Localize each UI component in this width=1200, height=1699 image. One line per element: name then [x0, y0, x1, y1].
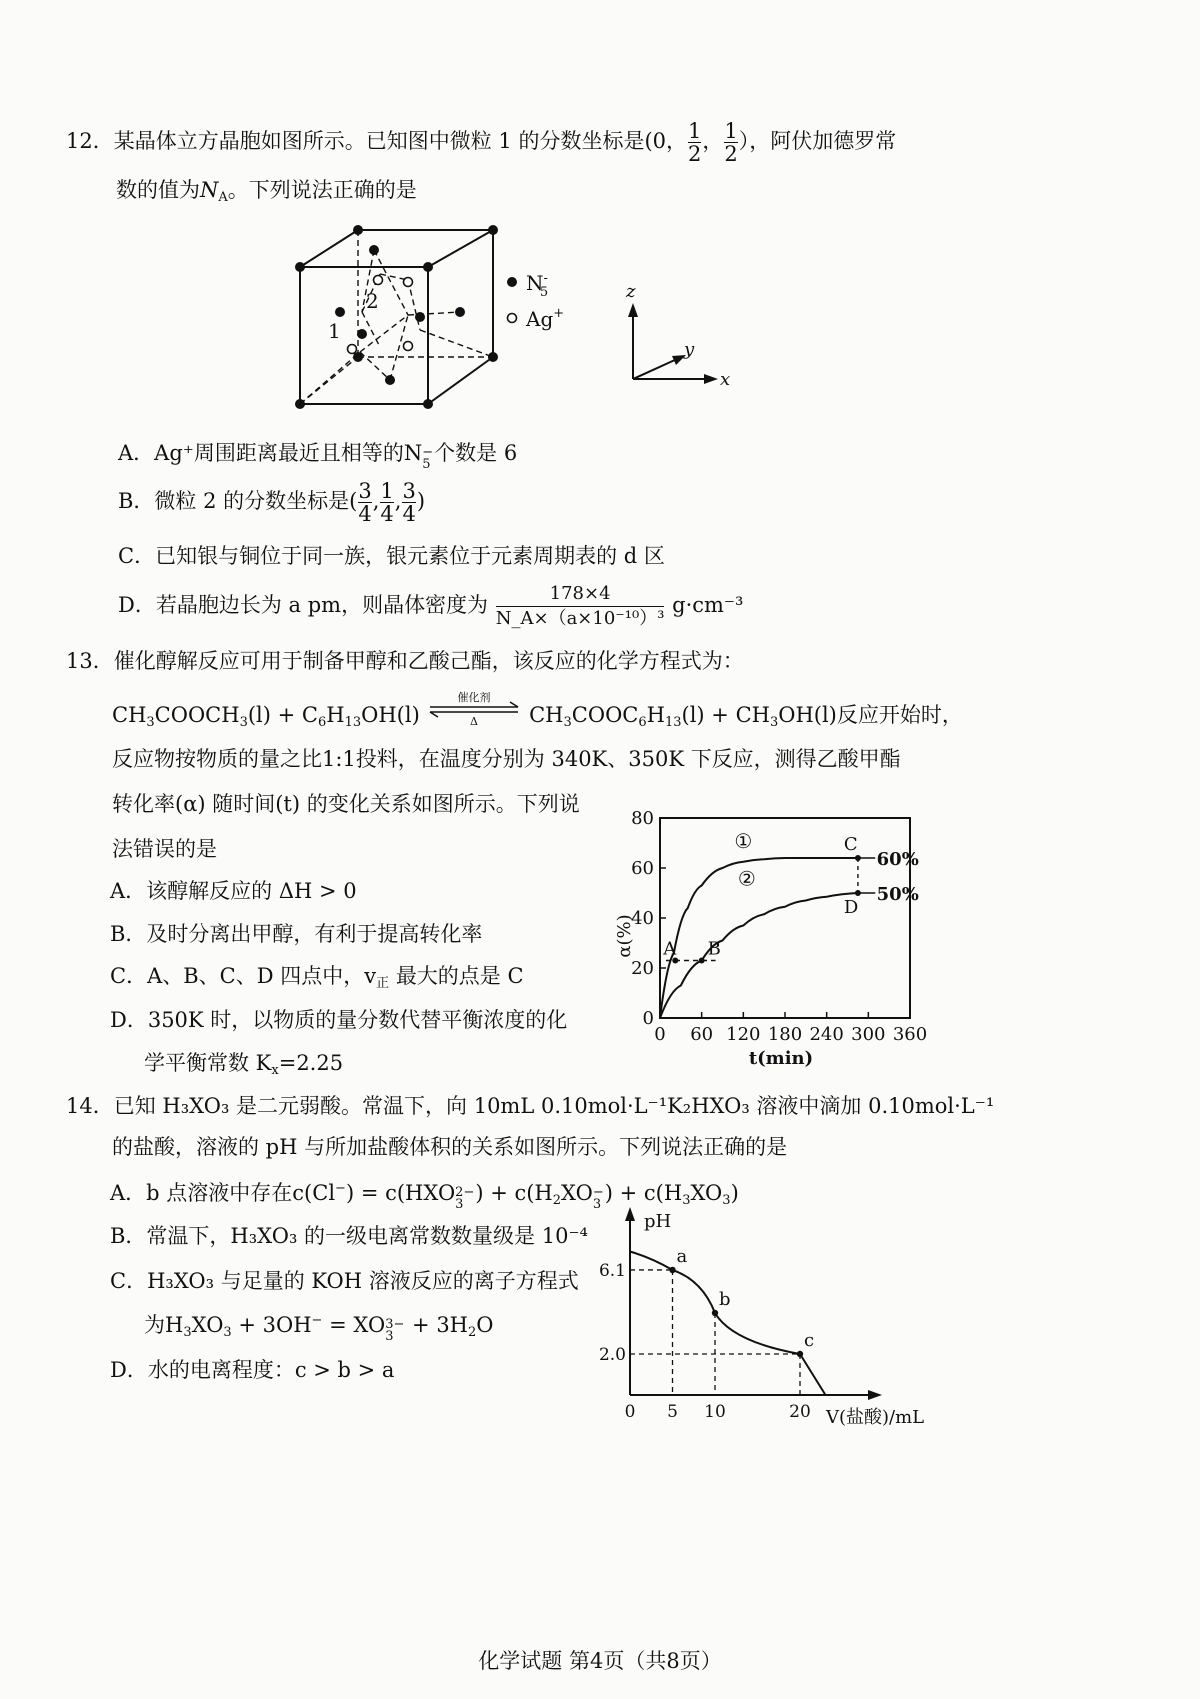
q12-option-d-text: D．若晶胞边长为 a pm，则晶体密度为 [118, 593, 489, 617]
q12-option-a-text: A．Ag⁺周围距离最近且相等的 [118, 441, 404, 465]
question-number: 13． [66, 649, 114, 673]
legend-ag-label: Ag [526, 307, 554, 331]
annotation-60: 60% [876, 849, 919, 870]
q13-option-d2-end: =2.25 [278, 1051, 344, 1075]
q14-option-b: B．常温下，H₃XO₃ 的一级电离常数数量级是 10⁻⁴ [110, 1224, 588, 1248]
x-tick-label: 5 [667, 1402, 678, 1422]
coordinate-axes [620, 281, 740, 395]
q12-stem-text-end: ），阿伏加德罗常 [738, 129, 897, 153]
q13-stem-line2: 反应物按物质的量之比1:1投料，在温度分别为 340K、350K 下反应，测得乙酸甲酯 [112, 747, 901, 771]
y-axis-label: pH [644, 1211, 672, 1232]
series-line-2 [660, 893, 858, 1018]
series-label-1: ① [734, 829, 753, 853]
q14-option-d: D．水的电离程度：c > b > a [110, 1358, 395, 1382]
q12-option-b-text: B．微粒 2 的分数坐标是 [118, 489, 350, 513]
q12-option-c: C．已知银与铜位于同一族，银元素位于元素周期表的 d 区 [118, 544, 665, 568]
q13-option-a: A．该醇解反应的 ΔH > 0 [110, 879, 357, 903]
q13-option-d2-sub: x [271, 1063, 279, 1078]
x-tick-label: 60 [690, 1024, 714, 1045]
point-b [712, 1310, 718, 1316]
x-tick-label: 300 [851, 1024, 886, 1045]
q14-option-c: C．H₃XO₃ 与足量的 KOH 溶液反应的离子方程式 [110, 1269, 579, 1293]
x-tick-label: 240 [809, 1024, 844, 1045]
q14-option-a-text: A．b 点溶液中存在 [110, 1181, 293, 1205]
y-tick-label: 80 [631, 808, 654, 829]
density-fraction [496, 582, 665, 631]
point-label-b: b [719, 1289, 731, 1310]
q12-option-a: A．Ag⁺周围距离最近且相等的N − 5 个数是 6 [118, 441, 518, 472]
q13-option-d: D．350K 时，以物质的量分数代替平衡浓度的化 [110, 1008, 568, 1032]
ph-titration-chart [590, 1205, 940, 1430]
legend-n5-marker [507, 277, 517, 287]
annotation-50: 50% [876, 884, 919, 905]
ag-ions [348, 248, 413, 354]
q13-stem-line4: 法错误的是 [112, 837, 217, 861]
conversion-time-chart [610, 800, 940, 1070]
q12-stem-text: 某晶体立方晶胞如图所示。已知图中微粒 1 的分数坐标是(0， [113, 129, 687, 153]
fraction-one-half: $\frac{1}{2}$ [688, 119, 702, 166]
ph-curve [630, 1252, 826, 1396]
x-tick-label: 120 [726, 1024, 761, 1045]
q14-option-c2-text: 为 [144, 1313, 165, 1337]
legend-n5-label: N [526, 271, 544, 295]
point-label-c: c [804, 1330, 815, 1351]
q14-option-c-line2: 为$H_3XO_3 + 3OH^-$ = XO 3− 3 + $3H_2O$ [144, 1313, 494, 1344]
q13-option-d-line2 [144, 1050, 343, 1080]
legend-ag-marker [508, 314, 517, 323]
q13-option-c [110, 963, 524, 993]
q12-option-d [118, 582, 743, 631]
axis-z-label: z [626, 281, 636, 302]
q12-stem-text2: 数的值为 [116, 178, 200, 202]
y-axis-arrow [625, 1207, 635, 1221]
q13-option-c-end: 最大的点是 C [395, 964, 524, 988]
point-label-b: B [707, 938, 721, 960]
q12-stem-line2: 数的值为$N_A$。下列说法正确的是 [116, 178, 417, 205]
x-tick-label: 0 [624, 1402, 636, 1422]
particle-label-1: 1 [328, 319, 341, 343]
x-tick-label: 180 [767, 1024, 803, 1045]
point-a [669, 1267, 675, 1273]
q13-stem-line1 [66, 648, 744, 675]
unit-cell-diagram [290, 222, 610, 422]
point-label-a: a [676, 1245, 688, 1267]
axis-x-label: x [720, 369, 731, 390]
point-label-a: A [663, 938, 677, 960]
q14-stem-line1 [66, 1093, 994, 1120]
y-tick-label: 2.0 [598, 1345, 626, 1365]
q12-option-a-end: 个数是 6 [434, 441, 518, 465]
q14-stem-line2: 的盐酸，溶液的 pH 与所加盐酸体积的关系如图所示。下列说法正确的是 [112, 1135, 788, 1159]
x-axis-label: t(min) [748, 1048, 814, 1069]
question-number: 14． [66, 1094, 114, 1118]
y-tick-label: 20 [631, 958, 654, 979]
q13-equation: $CH_3COOCH_3(l) + C_6H_{13}OH(l)$ 催化剂 Δ $CH_3COOC_6H_{13}(l) + CH_3OH(l)$反应开始时， [112, 691, 963, 730]
axis-y-label: y [684, 339, 695, 360]
q12-stem-line1: 12．某晶体立方晶胞如图所示。已知图中微粒 1 的分数坐标是(0， $\frac{1}{2}$ ， $\frac{1}{2}$ ），阿伏加德罗常 [66, 119, 897, 166]
x-tick-label: 20 [789, 1402, 811, 1422]
series-line-1 [660, 858, 858, 1018]
x-tick-label: 0 [654, 1024, 666, 1045]
y-tick-label: 6.1 [598, 1260, 626, 1281]
catalyst-label: 催化剂 [457, 691, 491, 704]
q13-stem-text: 催化醇解反应可用于制备甲醇和乙酸己酯，该反应的化学方程式为： [113, 649, 744, 673]
q13-option-c-sub: 正 [376, 976, 390, 991]
question-number: 12． [66, 129, 114, 153]
q13-option-d2-text: 学平衡常数 K [144, 1051, 272, 1075]
heat-label: Δ [470, 715, 479, 728]
q14-stem-text: 已知 H₃XO₃ 是二元弱酸。常温下，向 10mL 0.10mol·L⁻¹K₂HXO₃ 溶液中滴加 0.10mol·L⁻¹ [113, 1094, 995, 1118]
q12-option-b: B．微粒 2 的分数坐标是( $\frac{3}{4}$ , $\frac{1}{4}$ , $\frac{3}{4}$ ) [118, 479, 426, 526]
fraction-one-half: $\frac{1}{2}$ [724, 119, 738, 166]
q13-option-c-text: C．A、B、C、D 四点中，v [110, 964, 377, 988]
point-label-d: D [843, 897, 859, 918]
q13-option-b: B．及时分离出甲醇，有利于提高转化率 [110, 922, 483, 946]
y-axis-label: α(%) [614, 914, 635, 958]
plot-frame [660, 818, 910, 1018]
reversible-arrow [426, 691, 522, 728]
density-denominator: N_A×（a×10⁻¹⁰）³ [495, 608, 665, 629]
x-axis-arrow [868, 1390, 882, 1400]
point-c [797, 1351, 803, 1357]
point-b [699, 958, 705, 964]
x-tick-label: 360 [892, 1024, 928, 1045]
svg-text:N-5: N-5 [526, 271, 549, 300]
point-label-c: C [843, 834, 858, 855]
page-footer: 化学试题 第4页（共8页） [478, 1649, 722, 1673]
svg-text:Ag+: Ag+ [526, 306, 565, 331]
particle-label-2: 2 [366, 289, 379, 313]
y-tick-label: 60 [631, 858, 654, 879]
x-axis-label: V(盐酸)/mL [826, 1407, 925, 1428]
density-numerator: 178×4 [496, 582, 665, 607]
y-tick-label: 40 [631, 908, 654, 929]
y-tick-label: 0 [642, 1008, 654, 1029]
x-tick-label: 10 [704, 1402, 726, 1422]
q13-stem-line3: 转化率(α) 随时间(t) 的变化关系如图所示。下列说 [112, 792, 580, 816]
q12-stem-text2-end: 。下列说法正确的是 [227, 178, 417, 202]
q14-option-a: A．b 点溶液中存在c(Cl−) = c(HXO 2− 3 ) + $c(H_2XO$ − 3 ) + $c(H_3XO_3)$ [110, 1181, 739, 1212]
density-unit: g·cm⁻³ [672, 593, 744, 617]
series-label-2: ② [737, 866, 756, 891]
q13-equation-end: 反应开始时， [836, 703, 963, 727]
